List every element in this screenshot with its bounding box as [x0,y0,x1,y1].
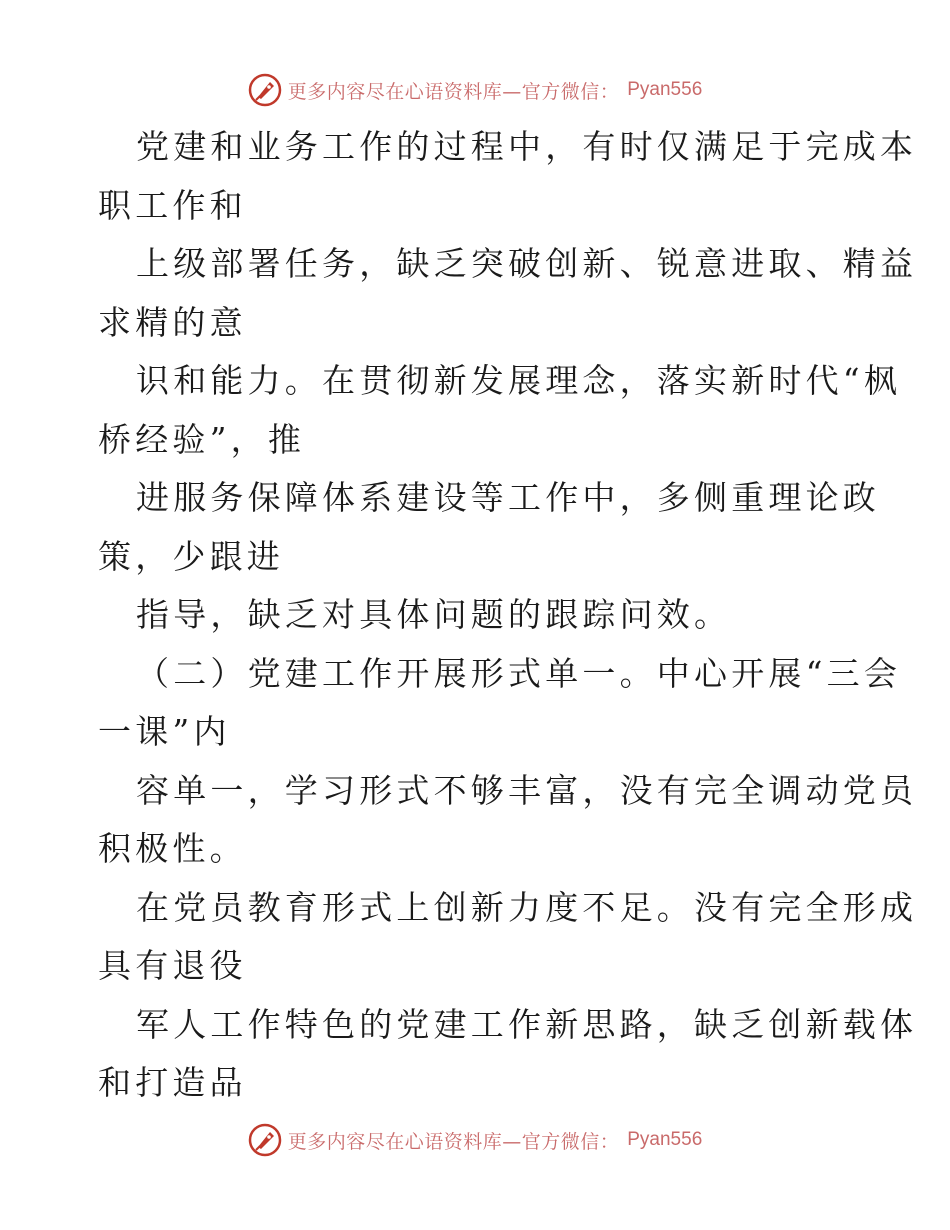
body-line: 军人工作特色的党建工作新思路，缺乏创新载体 [136,1004,918,1044]
section-heading-line: （二）党建工作开展形式单一。中心开展“三会 [136,653,902,693]
body-line: 积极性。 [98,829,247,868]
header-watermark [0,70,950,110]
body-line: 党建和业务工作的过程中，有时仅满足于完成本 [136,127,918,166]
watermark-text: 更多内容尽在心语资料库—官方微信： [287,1130,620,1153]
footer-watermark [0,1120,950,1160]
body-line: 识和能力。在贯彻新发展理念，落实新时代“枫 [136,361,902,400]
body-line: 进服务保障体系建设等工作中，多侧重理论政 [136,478,880,517]
body-line: 和打造品 [98,1063,247,1102]
pen-nib-logo-icon [248,73,282,107]
watermark-wechat-id: Pyan556 [627,79,703,100]
watermark-text: 更多内容尽在心语资料库—官方微信： [287,80,620,103]
body-line: 上级部署任务，缺乏突破创新、锐意进取、精益 [136,244,918,283]
body-line: 具有退役 [98,946,247,985]
body-line: 桥经验”，推 [98,419,306,459]
body-line: 策，少跟进 [98,536,284,576]
pen-nib-logo-icon [248,1123,282,1157]
body-line: 容单一，学习形式不够丰富，没有完全调动党员 [136,770,918,810]
body-line: 职工作和 [98,185,247,225]
document-body [98,118,918,1113]
body-line: 指导，缺乏对具体问题的跟踪问效。 [136,595,732,634]
body-line: 在党员教育形式上创新力度不足。没有完全形成 [136,887,918,927]
body-line: 一课”内 [98,712,231,751]
body-line: 求精的意 [98,302,247,342]
watermark-wechat-id: Pyan556 [627,1129,703,1150]
